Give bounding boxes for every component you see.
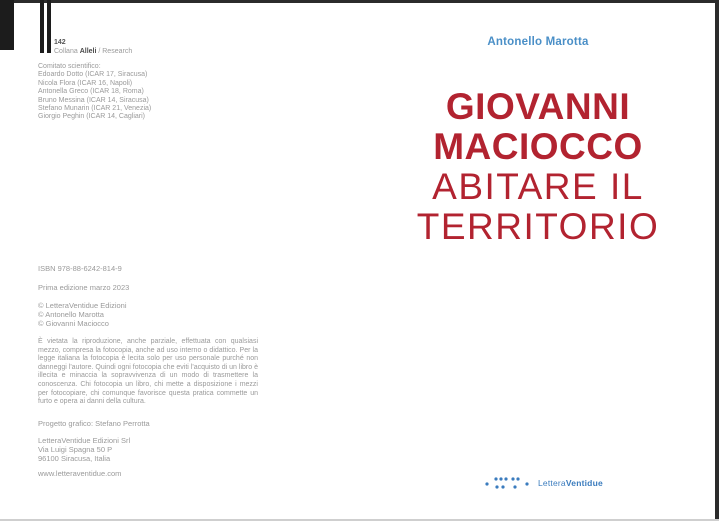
copyright-block: [38, 301, 127, 328]
publisher-address: [38, 436, 130, 463]
isbn: ISBN 978-88-6242-814-9: [38, 264, 122, 273]
address-line: LetteraVentidue Edizioni Srl: [38, 436, 131, 445]
copyright-line: © Giovanni Maciocco: [38, 319, 109, 328]
title-line-1: GIOVANNI: [445, 86, 631, 127]
series-name: Alleli: [79, 47, 97, 55]
spine-mark-bar-1: [40, 0, 44, 53]
edition-note: Prima edizione marzo 2023: [38, 283, 130, 292]
publisher-logo: [484, 475, 603, 491]
committee-member: Stefano Munarin (ICAR 21, Venezia): [38, 105, 152, 113]
address-line: Via Luigi Spagna 50 P: [38, 445, 113, 454]
legal-paragraph: È vietata la riproduzione, anche parziale, effettuata con qualsiasi mezzo, compresa la fotocopia, anche ad uso interno o didattico. Per la legge italiana la fotocopia è lecita solo per uso personale purché non danneggi l'autore. Quindi ogni fotocopia che eviti l'acquisto di un libro è illecita e minaccia la sopravvivenza di un modo di trasmettere la conoscenza. Chi fotocopia un libro, chi mette a disposizione i mezzi per fotocopiare, chi comunque favorisce questa pratica commette un furto e opera ai danni della cultura.: [38, 338, 258, 406]
series-number: 142: [54, 39, 66, 46]
spine-mark-bar-2: [47, 0, 51, 53]
committee-title: Comitato scientifico:: [38, 63, 101, 70]
letteraventidue-dots-icon: [484, 475, 532, 491]
viewer-edge-right: [715, 0, 719, 521]
address-line: 96100 Siracusa, Italia: [38, 454, 111, 463]
design-credit: Progetto grafico: Stefano Perrotta: [38, 419, 150, 428]
author-name: Antonello Marotta: [487, 36, 589, 48]
copyright-line: © LetteraVentidue Edizioni: [38, 301, 127, 310]
series-label: [54, 39, 132, 56]
logo-text-light: Lettera: [538, 478, 566, 488]
series-line: [54, 48, 132, 57]
series-prefix: Collana: [54, 47, 80, 55]
publisher-logo-text: [538, 478, 603, 488]
series-suffix: / Research: [96, 47, 133, 55]
committee-member: Giorgio Peghin (ICAR 14, Cagliari): [38, 113, 145, 121]
subtitle-line-2: TERRITORIO: [416, 206, 660, 247]
viewer-edge-top: [0, 0, 719, 3]
committee-block: [38, 63, 151, 122]
copyright-line: © Antonello Marotta: [38, 310, 104, 319]
subtitle-line-1: ABITARE IL: [432, 166, 644, 207]
committee-member: Bruno Messina (ICAR 14, Siracusa): [38, 96, 149, 104]
book-title-block: [360, 87, 716, 247]
committee-member: Antonella Greco (ICAR 18, Roma): [38, 88, 144, 96]
spine-mark-thick: [0, 0, 14, 50]
title-line-2: MACIOCCO: [433, 126, 643, 167]
committee-member: Edoardo Dotto (ICAR 17, Siracusa): [38, 71, 148, 79]
website-link[interactable]: www.letteraventidue.com: [38, 469, 122, 478]
logo-text-bold: Ventidue: [565, 478, 603, 488]
committee-member: Nicola Flora (ICAR 16, Napoli): [38, 79, 133, 87]
